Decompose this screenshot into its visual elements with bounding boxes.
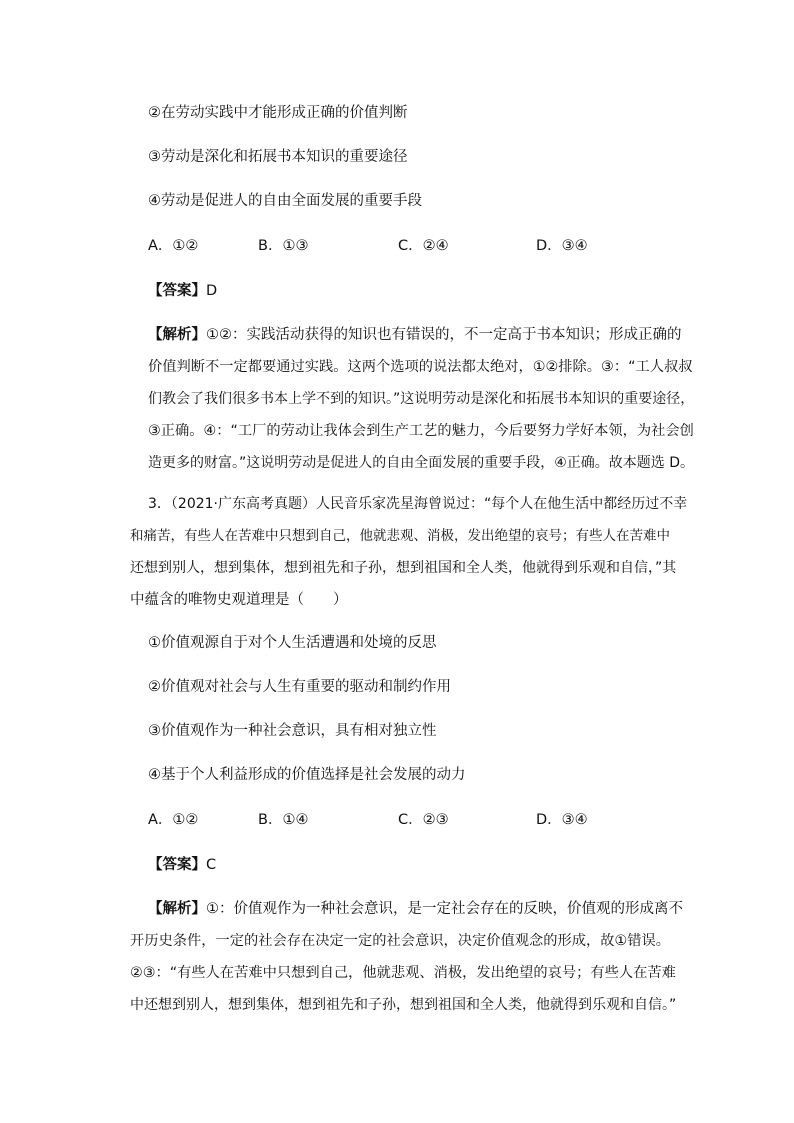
q3-option-b: B．①④ [258, 812, 309, 828]
q3-analysis-line: ②③：“有些人在苦难中只想到自己，他就悲观、消极，发出绝望的哀号；有些人在苦难 [130, 965, 676, 981]
q3-option-c: C．②③ [398, 812, 449, 828]
q3-analysis-label: 【解析】 [148, 901, 206, 917]
q2-analysis-line: 造更多的财富。”这说明劳动是促进人的自由全面发展的重要手段，④正确。故本题选 D。 [148, 455, 695, 471]
q2-option-d: D．③④ [536, 238, 588, 254]
q3-stem-line: 3．（2021·广东高考真题）人民音乐家冼星海曾说过：“每个人在他生活中都经历过不幸 [148, 496, 688, 512]
q2-option-a: A．①② [148, 238, 199, 254]
q2-option-c: C．②④ [398, 238, 449, 254]
q2-analysis-line: ①②：实践活动获得的知识也有错误的，不一定高于书本知识；形成正确的 [206, 327, 682, 343]
q3-options [148, 810, 648, 830]
q3-answer-value: C [206, 857, 217, 873]
q2-item-3: ③劳动是深化和拓展书本知识的重要途径 [148, 149, 408, 165]
q3-option-d: D．③④ [536, 812, 588, 828]
q3-item-4: ④基于个人利益形成的价值选择是社会发展的动力 [148, 767, 466, 783]
q2-item-2: ②在劳动实践中才能形成正确的价值判断 [148, 105, 408, 121]
q3-answer-label: 【答案】 [148, 857, 206, 873]
q3-stem-line: 中蕴含的唯物史观道理是（ ） [130, 592, 348, 608]
q2-option-b: B．①③ [258, 238, 309, 254]
q2-item-4: ④劳动是促进人的自由全面发展的重要手段 [148, 193, 422, 209]
q2-answer [148, 281, 217, 301]
q3-item-1: ①价值观源自于对个人生活遭遇和处境的反思 [148, 635, 437, 651]
q3-analysis-line: 中还想到别人，想到集体，想到祖先和子孙，想到祖国和全人类，他就得到乐观和自信。” [130, 997, 677, 1013]
q3-analysis [130, 893, 683, 1021]
q3-item-2: ②价值观对社会与人生有重要的驱动和制约作用 [148, 679, 451, 695]
q3-answer [148, 855, 216, 875]
q2-analysis-line: ③正确。④：“工厂的劳动让我体会到生产工艺的魅力，今后要努力学好本领，为社会创 [148, 423, 694, 439]
q2-analysis-label: 【解析】 [148, 327, 206, 343]
q2-options [148, 236, 648, 256]
q2-analysis [148, 319, 695, 479]
q2-analysis-line: 们教会了我们很多书本上学不到的知识。”这说明劳动是深化和拓展书本知识的重要途径， [148, 391, 695, 407]
q3-analysis-line: ①：价值观作为一种社会意识，是一定社会存在的反映，价值观的形成离不 [206, 901, 683, 917]
q3-option-a: A．①② [148, 812, 199, 828]
q2-answer-value: D [206, 283, 218, 299]
q3-stem [130, 488, 688, 616]
q3-analysis-line: 开历史条件，一定的社会存在决定一定的社会意识，决定价值观念的形成，故①错误。 [130, 933, 671, 949]
q2-answer-label: 【答案】 [148, 283, 206, 299]
q3-stem-line: 还想到别人，想到集体，想到祖先和子孙，想到祖国和全人类，他就得到乐观和自信，”其 [130, 560, 677, 576]
q3-stem-line: 和痛苦，有些人在苦难中只想到自己，他就悲观、消极，发出绝望的哀号；有些人在苦难中 [130, 528, 670, 544]
q2-analysis-line: 价值判断不一定都要通过实践。这两个选项的说法都太绝对，①②排除。③：“工人叔叔 [148, 359, 693, 375]
q3-item-3: ③价值观作为一种社会意识，具有相对独立性 [148, 723, 437, 739]
